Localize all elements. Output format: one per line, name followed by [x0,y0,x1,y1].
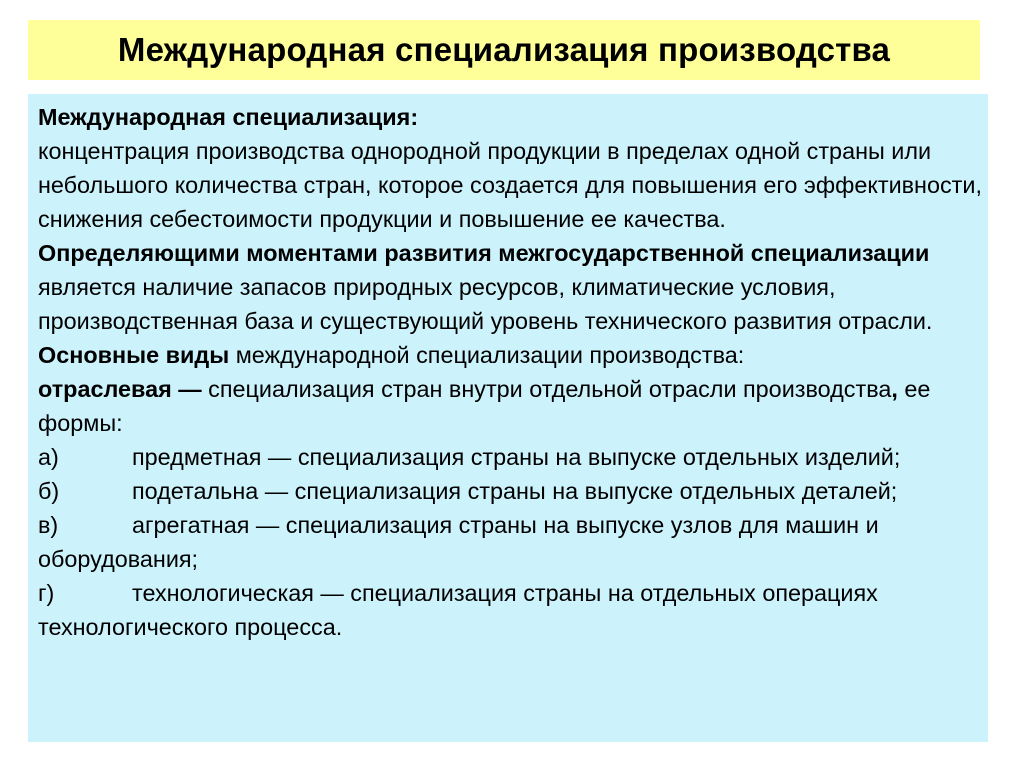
types-bold: Основные виды [38,342,230,368]
branch-text-after: ее формы: [38,376,931,436]
list-item-marker: б) [38,478,60,504]
branch-text-before: специализация стран внутри отдельной отрасли производства [201,376,892,402]
branch-paragraph [38,372,988,440]
list-item-text: агрегатная — специализация страны на выпуске узлов для машин и оборудования; [38,512,879,572]
list-item [38,440,988,474]
definition-text: концентрация производства однородной продукции в пределах одной страны или небольшого количества стран, которое создается для повышения его эффективности, снижения себестоимости продукции и повышение ее качества. [38,138,982,232]
factors-bold: Определяющими моментами развития межгосударственной специализации [38,240,930,266]
list-item-marker: г) [38,580,55,606]
list-item [38,508,988,576]
content-box [28,94,988,742]
content-text [38,100,988,644]
types-text: международной специализации производства: [229,342,745,368]
list-item-marker: в) [38,512,59,538]
branch-comma: , [891,376,898,402]
definition-heading: Международная специализация: [38,104,419,130]
list-item-marker: а) [38,444,59,470]
factors-paragraph [38,236,988,338]
slide-title-bar [28,20,980,80]
factors-text: является наличие запасов природных ресурсов, климатические условия, производственная база и существующий уровень технического развития отрасли. [38,274,933,334]
list-item-text: предметная — специализация страны на выпуске отдельных изделий; [132,444,901,470]
slide-title: Международная специализация производства [117,31,891,68]
types-paragraph [38,338,988,372]
list-item-text: подетальна — специализация страны на выпуске отдельных деталей; [132,478,898,504]
list-item [38,474,988,508]
list-item-text-partial: технологическая — специализация страны на отдельных операциях технологического процесса. [38,580,878,640]
list-item [38,576,988,644]
definition-paragraph [38,100,988,236]
branch-bold: отраслевая — [38,376,202,402]
